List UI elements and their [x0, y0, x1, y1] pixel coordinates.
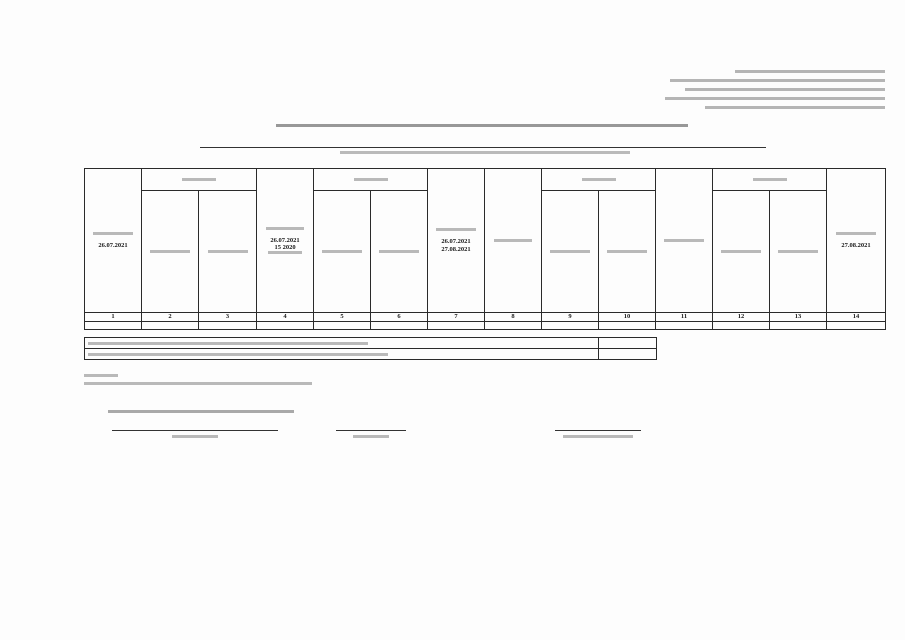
header-col-2 [142, 191, 199, 313]
column-number: 11 [656, 313, 713, 322]
change-row-percent [85, 338, 657, 349]
column-number-row [85, 313, 886, 322]
header-col-11 [656, 169, 713, 313]
header-col-6 [371, 191, 428, 313]
header-col-14: 27.08.2021 [827, 169, 886, 313]
column-number: 7 [428, 313, 485, 322]
change-table [84, 337, 657, 360]
signature-position-field [112, 430, 278, 438]
header-col-9 [542, 191, 599, 313]
column-number: 14 [827, 313, 886, 322]
header-col-5 [314, 191, 371, 313]
confirmation-line [108, 410, 294, 413]
column-number: 13 [770, 313, 827, 322]
document-title [276, 124, 688, 127]
column-number: 8 [485, 313, 542, 322]
column-number: 4 [257, 313, 314, 322]
header-col-13 [770, 191, 827, 313]
entity-name-caption [340, 151, 630, 154]
calculation-table [84, 168, 886, 330]
data-row [85, 322, 886, 330]
column-number: 12 [713, 313, 770, 322]
header-col-7: 26.07.2021 27.08.2021 [428, 169, 485, 313]
header-col-12 [713, 191, 770, 313]
appendix-header [660, 70, 885, 118]
change-row-persons [85, 349, 657, 360]
column-number: 6 [371, 313, 428, 322]
header-col-1: 26.07.2021 [85, 169, 142, 313]
reference-note [84, 374, 316, 385]
column-number: 1 [85, 313, 142, 322]
header-group-a [142, 169, 257, 191]
column-number: 5 [314, 313, 371, 322]
column-number: 9 [542, 313, 599, 322]
signature-field [336, 430, 406, 438]
column-number: 2 [142, 313, 199, 322]
header-col-10 [599, 191, 656, 313]
header-group-b [314, 169, 428, 191]
signature-decoding-field [555, 430, 641, 438]
header-group-c [542, 169, 656, 191]
column-number: 10 [599, 313, 656, 322]
column-number: 3 [199, 313, 257, 322]
header-group-d [713, 169, 827, 191]
header-col-3 [199, 191, 257, 313]
header-col-4: 26.07.2021 15 2020 [257, 169, 314, 313]
header-col-8 [485, 169, 542, 313]
entity-name-field [200, 147, 766, 148]
